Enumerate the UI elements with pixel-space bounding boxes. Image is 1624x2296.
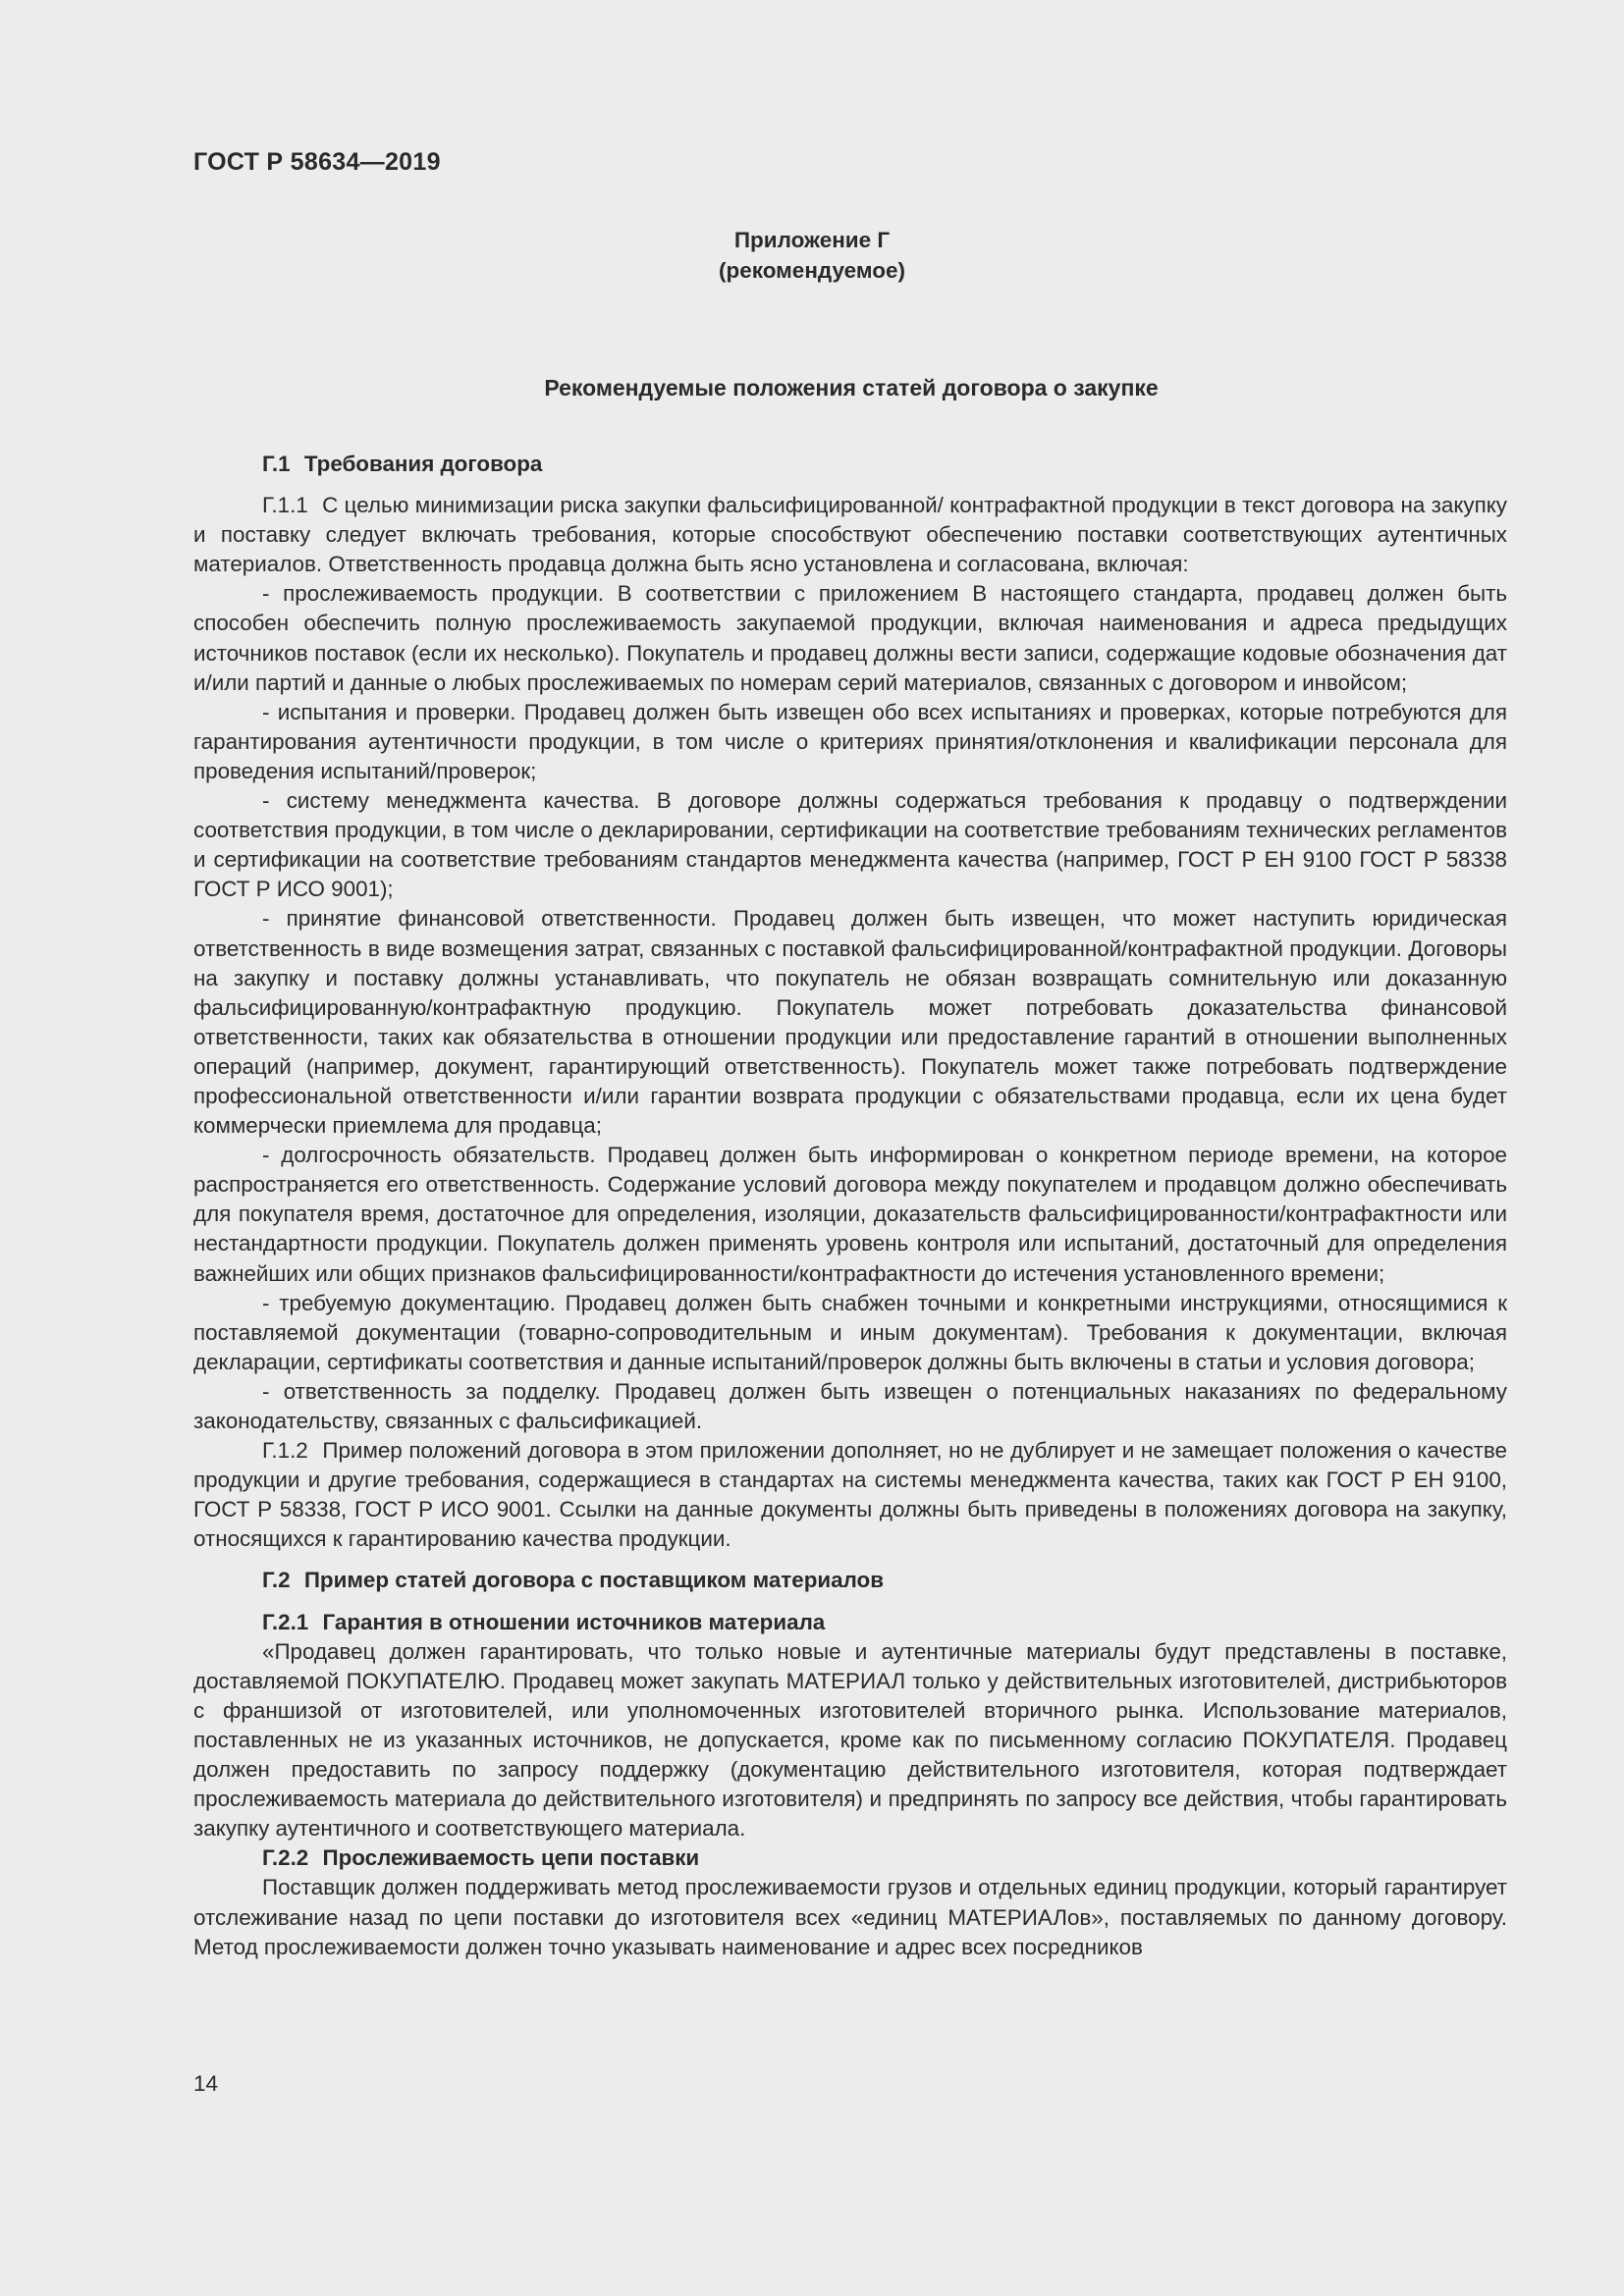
- list-item: - требуемую документацию. Продавец должен быть снабжен точными и конкретными инструкциями, относящимися к поставляемой документации (товарно-сопроводительным и иным документам). Требования к документации, включая декларации, сертификаты соответствия и данные испытаний/проверок должны быть включены в статьи и условия договора;: [193, 1290, 1507, 1374]
- section-heading-g2: [193, 1566, 1507, 1595]
- paragraph-number: Г.1.2: [262, 1438, 308, 1464]
- subsection-title: Гарантия в отношении источников материала: [322, 1609, 826, 1634]
- subsection-heading-g2-2: [193, 1843, 1507, 1873]
- section-heading-g1: [193, 450, 1507, 479]
- paragraph-g2-2: Поставщик должен поддерживать метод прослеживаемости грузов и отдельных единиц продукции, который гарантирует отслеживание назад по цепи поставки до изготовителя всех «единиц МАТЕРИАЛов», поставляемых по данному договору. Метод прослеживаемости должен точно указывать наименование и адрес всех посредников: [193, 1875, 1507, 1959]
- paragraph-g2-1: «Продавец должен гарантировать, что только новые и аутентичные материалы будут представлены в поставке, доставляемой ПОКУПАТЕЛЮ. Продавец может закупать МАТЕРИАЛ только у действительных изготовителей, дистрибьюторов с франшизой от изготовителей, или уполномоченных изготовителей вторичного рынка. Использование материалов, поставленных не из указанных источников, не допускается, кроме как по письменному согласию ПОКУПАТЕЛЯ. Продавец должен предоставить по запросу поддержку (документацию действительного изготовителя, которая подтверждает прослеживаемость материала до действительного изготовителя) и предпринять по запросу все действия, чтобы гарантировать закупку аутентичного и соответствующего материала.: [193, 1638, 1507, 1842]
- subsection-title: Прослеживаемость цепи поставки: [322, 1845, 700, 1871]
- paragraph-g1-1: [193, 491, 1507, 579]
- section-number: Г.1: [262, 452, 291, 476]
- paragraph-text: С целью минимизации риска закупки фальсифицированной/ контрафактной продукции в текст договора на закупку и поставку следует включать требования, которые способствуют обеспечению поставки соответствующих аутентичных материалов. Ответственность продавца должна быть ясно установлена и согласована, включая:: [193, 493, 1507, 577]
- section-title: Требования договора: [303, 452, 543, 476]
- list-item: - долгосрочность обязательств. Продавец должен быть информирован о конкретном периоде времени, на которое распространяется его ответственность. Содержание условий договора между покупателем и продавцом должно обеспечивать для покупателя время, достаточное для определения, изоляции, доказательств фальсифицированности/контрафактности или нестандартности продукции. Покупатель должен применять уровень контроля или испытаний, достаточный для определения важнейших или общих признаков фальсифицированности/контрафактности до истечения установленного времени;: [193, 1143, 1507, 1286]
- appendix-label: Приложение Г: [733, 228, 891, 252]
- paragraph-g1-2: [193, 1436, 1507, 1554]
- list-item: - принятие финансовой ответственности. Продавец должен быть извещен, что может наступить юридическая ответственность в виде возмещения затрат, связанных с поставкой фальсифицированной/контрафактной продукции. Договоры на закупку и поставку должны устанавливать, что покупатель не обязан возвращать сомнительную или доказанную фальсифицированную/контрафактную продукцию. Покупатель может потребовать доказательства финансовой ответственности, таких как обязательства в отношении продукции или предоставление гарантий в отношении выполненных операций (например, документ, гарантирующий ответственность). Покупатель может также потребовать подтверждение профессиональной ответственности и/или гарантии возврата продукции с обязательствами продавца, если их цена будет коммерчески приемлема для продавца;: [193, 906, 1507, 1139]
- paragraph-number: Г.1.1: [262, 493, 308, 518]
- list-item: - прослеживаемость продукции. В соответствии с приложением В настоящего стандарта, продавец должен быть способен обеспечить полную прослеживаемость закупаемой продукции, включая наименования и адреса предыдущих источников поставок (если их несколько). Покупатель и продавец должны вести записи, содержащие кодовые обозначения дат и/или партий и данные о любых прослеживаемых по номерам серий материалов, связанных с договором и инвойсом;: [193, 581, 1507, 695]
- subsection-heading-g2-1: [193, 1608, 1507, 1637]
- list-item: - ответственность за подделку. Продавец должен быть извещен о потенциальных наказаниях по федеральному законодательству, связанных с фальсификацией.: [193, 1378, 1507, 1433]
- document-body: [193, 450, 1507, 1962]
- subsection-number: Г.2.2: [262, 1845, 309, 1871]
- document-code: ГОСТ Р 58634—2019: [193, 148, 441, 176]
- appendix-type: (рекомендуемое): [719, 258, 905, 283]
- list-item: - испытания и проверки. Продавец должен быть извещен обо всех испытаниях и проверках, которые потребуются для гарантирования аутентичности продукции, в том числе о критериях принятия/отклонения и квалификации персонала для проведения испытаний/проверок;: [193, 699, 1507, 783]
- page-number: 14: [193, 2071, 219, 2096]
- page-title: Рекомендуемые положения статей договора о закупке: [544, 375, 1159, 400]
- subsection-number: Г.2.1: [262, 1609, 309, 1634]
- paragraph-text: Пример положений договора в этом приложении дополняет, но не дублирует и не замещает положения о качестве продукции и другие требования, содержащиеся в стандартах на системы менеджмента качества, таких как ГОСТ Р ЕН 9100, ГОСТ Р 58338, ГОСТ Р ИСО 9001. Ссылки на данные документы должны быть приведены в положениях договора на закупку, относящихся к гарантированию качества продукции.: [193, 1438, 1507, 1552]
- section-title: Пример статей договора с поставщиком материалов: [303, 1568, 884, 1593]
- section-number: Г.2: [262, 1568, 291, 1593]
- list-item: - систему менеджмента качества. В договоре должны содержаться требования к продавцу о подтверждении соответствия продукции, в том числе о декларировании, сертификации на соответствие требованиям технических регламентов и сертификации на соответствие требованиям стандартов менеджмента качества (например, ГОСТ Р ЕН 9100 ГОСТ Р 58338 ГОСТ Р ИСО 9001);: [193, 788, 1507, 902]
- appendix-heading: [0, 225, 1624, 286]
